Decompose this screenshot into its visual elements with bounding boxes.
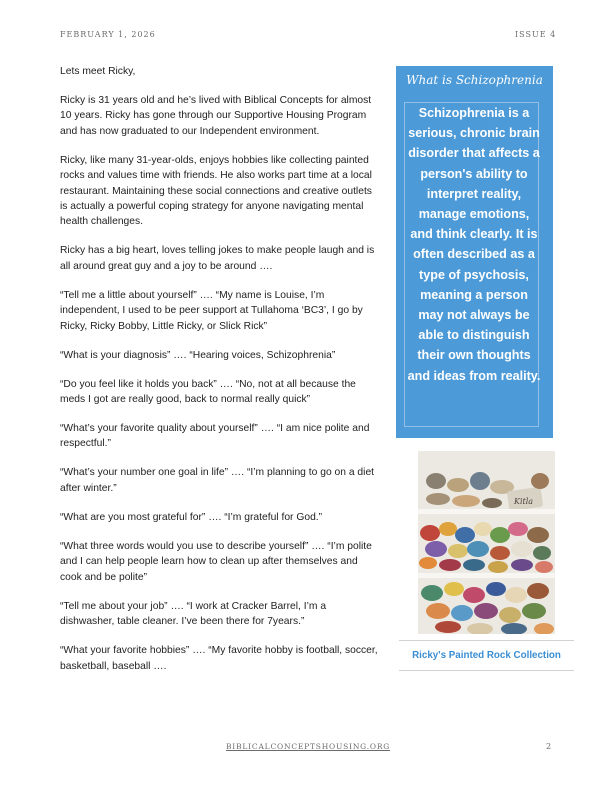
- article-paragraph: “What your favorite hobbies” …. “My favorite hobby is football, soccer, basketball, baseball ….: [60, 645, 378, 672]
- article-paragraph: “What are you most grateful for” …. “I’m grateful for God.”: [60, 511, 323, 523]
- article-paragraph: Ricky is 31 years old and he’s lived with Biblical Concepts for almost 10 years. Ricky has gone through our Supportive Housing Program and has now graduated to our Independent environment.: [60, 95, 372, 137]
- website-link[interactable]: BIBLICALCONCEPTSHOUSING.ORG: [226, 742, 391, 751]
- article-paragraph: Ricky, like many 31-year-olds, enjoys hobbies like collecting painted rocks and values time with friends. He also works part time at a local restaurant. Maintaining these social connections and creative outlets is actually a powerful coping strategy for anyone navigating mental health challenges.: [60, 154, 372, 228]
- schizophrenia-sidebar: [396, 66, 553, 438]
- article-paragraph: “What is your diagnosis” …. “Hearing voices, Schizophrenia”: [60, 349, 336, 361]
- article-paragraph: “Tell me about your job” …. “I work at Cracker Barrel, I’m a dishwasher, table cleaner. I’ve been there for 7years.”: [60, 600, 327, 628]
- caption-rule-top: [399, 640, 574, 641]
- article-paragraph: Ricky has a big heart, loves telling jokes to make people laugh and is all around great guy and a joy to be around ….: [60, 245, 375, 272]
- page-number: 2: [546, 742, 552, 751]
- photo-caption: Ricky's Painted Rock Collection: [412, 650, 561, 661]
- rock-collection-photo: [418, 451, 555, 634]
- rock-label: Kitla: [514, 497, 534, 506]
- sidebar-text: Schizophrenia is a serious, chronic brain disorder that affects a person's ability to interpret reality, manage emotions, and think clearly. It is often described as a type of psychosis, meaning a person may not always be able to distinguish their own thoughts and ideas from reality.: [407, 106, 541, 383]
- article-paragraph: “Tell me a little about yourself” …. “My name is Louise, I’m independent, I used to be peer support at Tullahoma ‘BC3’, I go by Ricky, Ricky Bobby, Little Ricky, or Slick Rick”: [60, 289, 363, 332]
- article-paragraph: Lets meet Ricky,: [60, 66, 136, 77]
- issue-date: FEBRUARY 1, 2026: [60, 30, 156, 39]
- article-paragraph: “What three words would you use to describe yourself” …. “I’m polite and I can help people learn how to clean up after themselves and cook and be polite”: [60, 540, 372, 583]
- article-body: [60, 64, 378, 688]
- issue-number: ISSUE 4: [515, 30, 557, 39]
- rock-collection-illustration: [418, 451, 555, 634]
- article-paragraph: “Do you feel like it holds you back” …. “No, not at all because the meds I got are really good, back to normal really quick”: [60, 378, 356, 406]
- article-paragraph: “What’s your number one goal in life” …. “I’m planning to go on a diet after winter.”: [60, 467, 375, 494]
- article-paragraph: “What’s your favorite quality about yourself” …. “I am nice polite and respectful.”: [60, 423, 370, 450]
- sidebar-title: What is Schizophrenia: [406, 73, 543, 87]
- caption-rule-bottom: [399, 670, 574, 671]
